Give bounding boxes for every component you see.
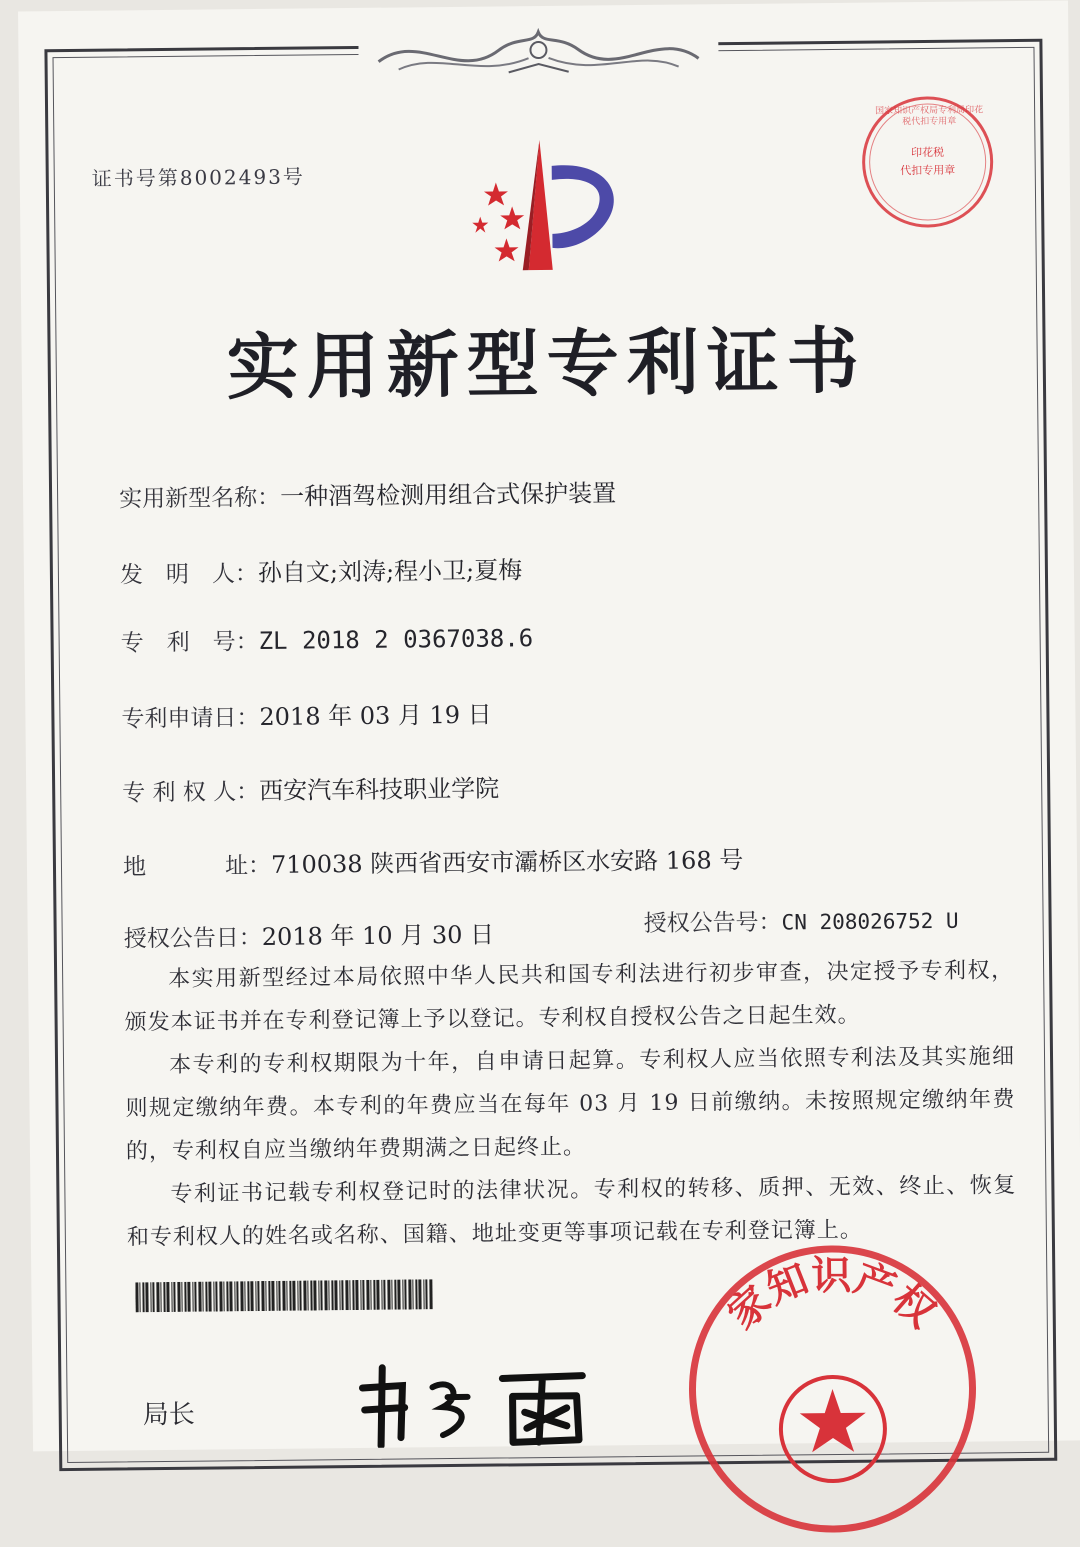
grant-number-label: 授权公告号： <box>643 909 782 937</box>
tax-seal-text: 国家知识产权局专利局印花税代扣专用章 <box>875 105 984 128</box>
patent-holder-label: 专 利 权 人： <box>122 779 260 807</box>
address-value: 710038 陕西省西安市灞桥区水安路 168 号 <box>270 845 744 879</box>
certificate-page <box>18 1 1080 1452</box>
body-paragraph-3: 专利证书记载专利权登记时的法律状况。专利权的转移、质押、无效、终止、恢复和专利权人的姓名或名称、国籍、地址变更等事项记载在专利登记簿上。 <box>126 1173 1017 1251</box>
director-label: 局长 <box>142 1399 195 1431</box>
svg-text:家知识产权: 家知识产权 <box>718 1251 945 1339</box>
grant-date-row <box>124 915 495 954</box>
utility-model-name-row <box>119 473 616 513</box>
body-paragraph-2: 本专利的专利权期限为十年，自申请日起算。专利权人应当依照专利法及其实施细则规定缴纳年费。本专利的年费应当在每年 03 月 19 日前缴纳。未按照规定缴纳年费的，专利权自应当缴纳年费期满之日起终止。 <box>125 1044 1016 1165</box>
patent-holder-row <box>122 769 499 808</box>
utility-model-name-label: 实用新型名称： <box>119 484 281 513</box>
address-label-left: 地 <box>122 854 147 881</box>
ip-office-seal-stamp-icon <box>681 1237 984 1540</box>
director-signature-icon <box>342 1355 603 1448</box>
grant-date-value: 2018 年 10 月 30 日 <box>261 920 495 951</box>
patent-number-row <box>120 620 533 657</box>
inventor-value: 孙自文;刘涛;程小卫;夏梅 <box>257 556 523 588</box>
top-ornament-icon <box>358 18 719 88</box>
inventor-row <box>120 550 523 589</box>
application-date-label: 专利申请日： <box>121 705 260 733</box>
patent-office-emblem-icon <box>439 129 641 281</box>
certificate-number-value: 8002493 <box>179 164 283 190</box>
address-row <box>123 840 744 881</box>
certificate-number-suffix: 号 <box>282 164 305 189</box>
utility-model-name-value: 一种酒驾检测用组合式保护装置 <box>279 479 617 511</box>
inventor-label: 发 明 人： <box>119 561 259 589</box>
body-paragraph-1: 本实用新型经过本局依照中华人民共和国专利法进行初步审查，决定授予专利权，颁发本证书并在专利登记簿上予以登记。专利权自授权公告之日起生效。 <box>124 958 1015 1036</box>
grant-date-label: 授权公告日： <box>123 924 262 953</box>
patent-number-value: ZL 2018 2 0367038.6 <box>258 624 534 656</box>
address-label-right: 址： <box>224 852 272 880</box>
patent-number-label: 专 利 号： <box>120 629 259 657</box>
certificate-number <box>92 161 305 192</box>
application-date-row <box>121 695 492 734</box>
svg-text:印花税: 印花税 <box>910 145 945 160</box>
grant-number-value: CN 208026752 U <box>781 908 959 935</box>
barcode-icon <box>135 1279 435 1312</box>
application-date-value: 2018 年 03 月 19 日 <box>259 700 492 732</box>
page-title: 实用新型专利证书 <box>226 318 868 410</box>
patent-holder-value: 西安汽车科技职业学院 <box>258 774 500 806</box>
grant-number-row <box>643 902 958 938</box>
svg-text:代扣专用章: 代扣专用章 <box>900 163 956 178</box>
certificate-number-label: 证书号第 <box>91 165 180 191</box>
certificate-body <box>124 949 1017 1259</box>
